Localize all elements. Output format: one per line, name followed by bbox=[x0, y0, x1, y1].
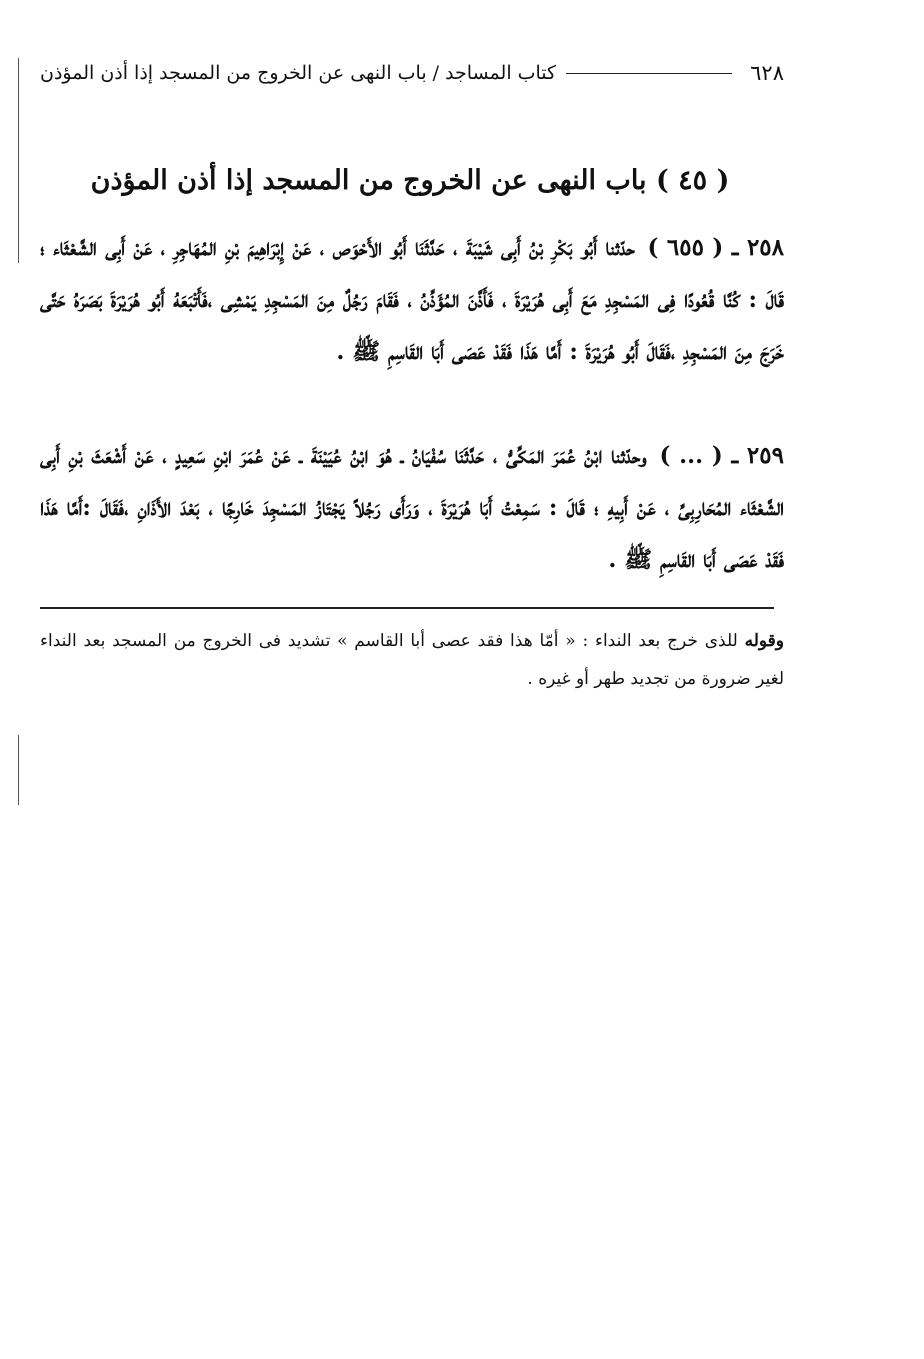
hadith-text: وحدّثنا ابْنُ عُمَرَ المَكِّىُّ ، حَدَّثَنَا سُفْيَانُ ـ هُوَ ابْنُ عُيَيْنَةَ ـ عَنْ عُمَرَ ابْنِ سَعِيدٍ ، عَنْ أَشْعَثَ بْنِ أَبِى الشَّعْثَاء المُحَارِبِىِّ ، عَنْ أَبِيهِ ؛ قَالَ : سَمِعْتُ أَبَا هُرَيْرَةَ ، وَرَأَى رَجُلاً يَجْتَازُ المَسْجِدَ خَارِجًا ، بَعْدَ الأَذَانِ ،فَقَالَ :أَمَّا هَذَا فَقَدْ عَصَى أَبَا القَاسِمِ ﷺ . bbox=[40, 442, 784, 573]
page-binding-edge-lower bbox=[18, 735, 19, 805]
hadith-number: ٢٥٨ ـ ( ٦٥٥ ) bbox=[647, 234, 784, 261]
page-header bbox=[40, 56, 784, 90]
hadith-text: حدّثنا أَبُو بَكْرِ بْنُ أَبِى شَيْبَةَ ، حَدَّثَنَا أَبُو الأَحْوَص ، عَنْ إِبْرَاهِيمَ بْنِ المُهَاجِرِ ، عَنْ أَبِى الشَّعْثَاء ؛ قَالَ : كُنَّا قُعُودًا فِى المَسْجِدِ مَعَ أَبِى هُرَيْرَةَ ، فَأَذَّنَ المُؤَذِّنُ ، فَقَامَ رَجُلٌ مِنَ المَسْجِدِ يَمْشِى ،فَأَتْبَعَهُ أَبُو هُرَيْرَةَ بَصَرَهُ حَتَّى خَرَجَ مِنَ المَسْجِدِ ،فَقَالَ أَبُو هُرَيْرَةَ : أَمَّا هَذَا فَقَدْ عَصَى أَبَا القَاسِمِ ﷺ . bbox=[40, 234, 784, 365]
hadith-259 bbox=[40, 430, 784, 586]
page-binding-edge bbox=[18, 58, 19, 263]
page-number: ٦٢٨ bbox=[750, 61, 784, 85]
footnote-lead: وقوله bbox=[744, 631, 784, 651]
header-dash bbox=[566, 73, 732, 74]
hadith-258 bbox=[40, 222, 784, 378]
chapter-title: ( ٤٥ ) باب النهى عن الخروج من المسجد إذا أذن المؤذن bbox=[90, 165, 730, 196]
footnote bbox=[40, 622, 784, 698]
footnote-separator bbox=[40, 607, 774, 609]
hadith-number: ٢٥٩ ـ ( ... ) bbox=[659, 442, 784, 469]
footnote-text: للذى خرج بعد النداء : « أمّا هذا فقد عصى أبا القاسم » تشديد فى الخروج من المسجد بعد النداء لغير ضرورة من تجديد طهر أو غيره . bbox=[40, 631, 784, 689]
running-title: كتاب المساجد / باب النهى عن الخروج من المسجد إذا أذن المؤذن bbox=[40, 62, 557, 84]
